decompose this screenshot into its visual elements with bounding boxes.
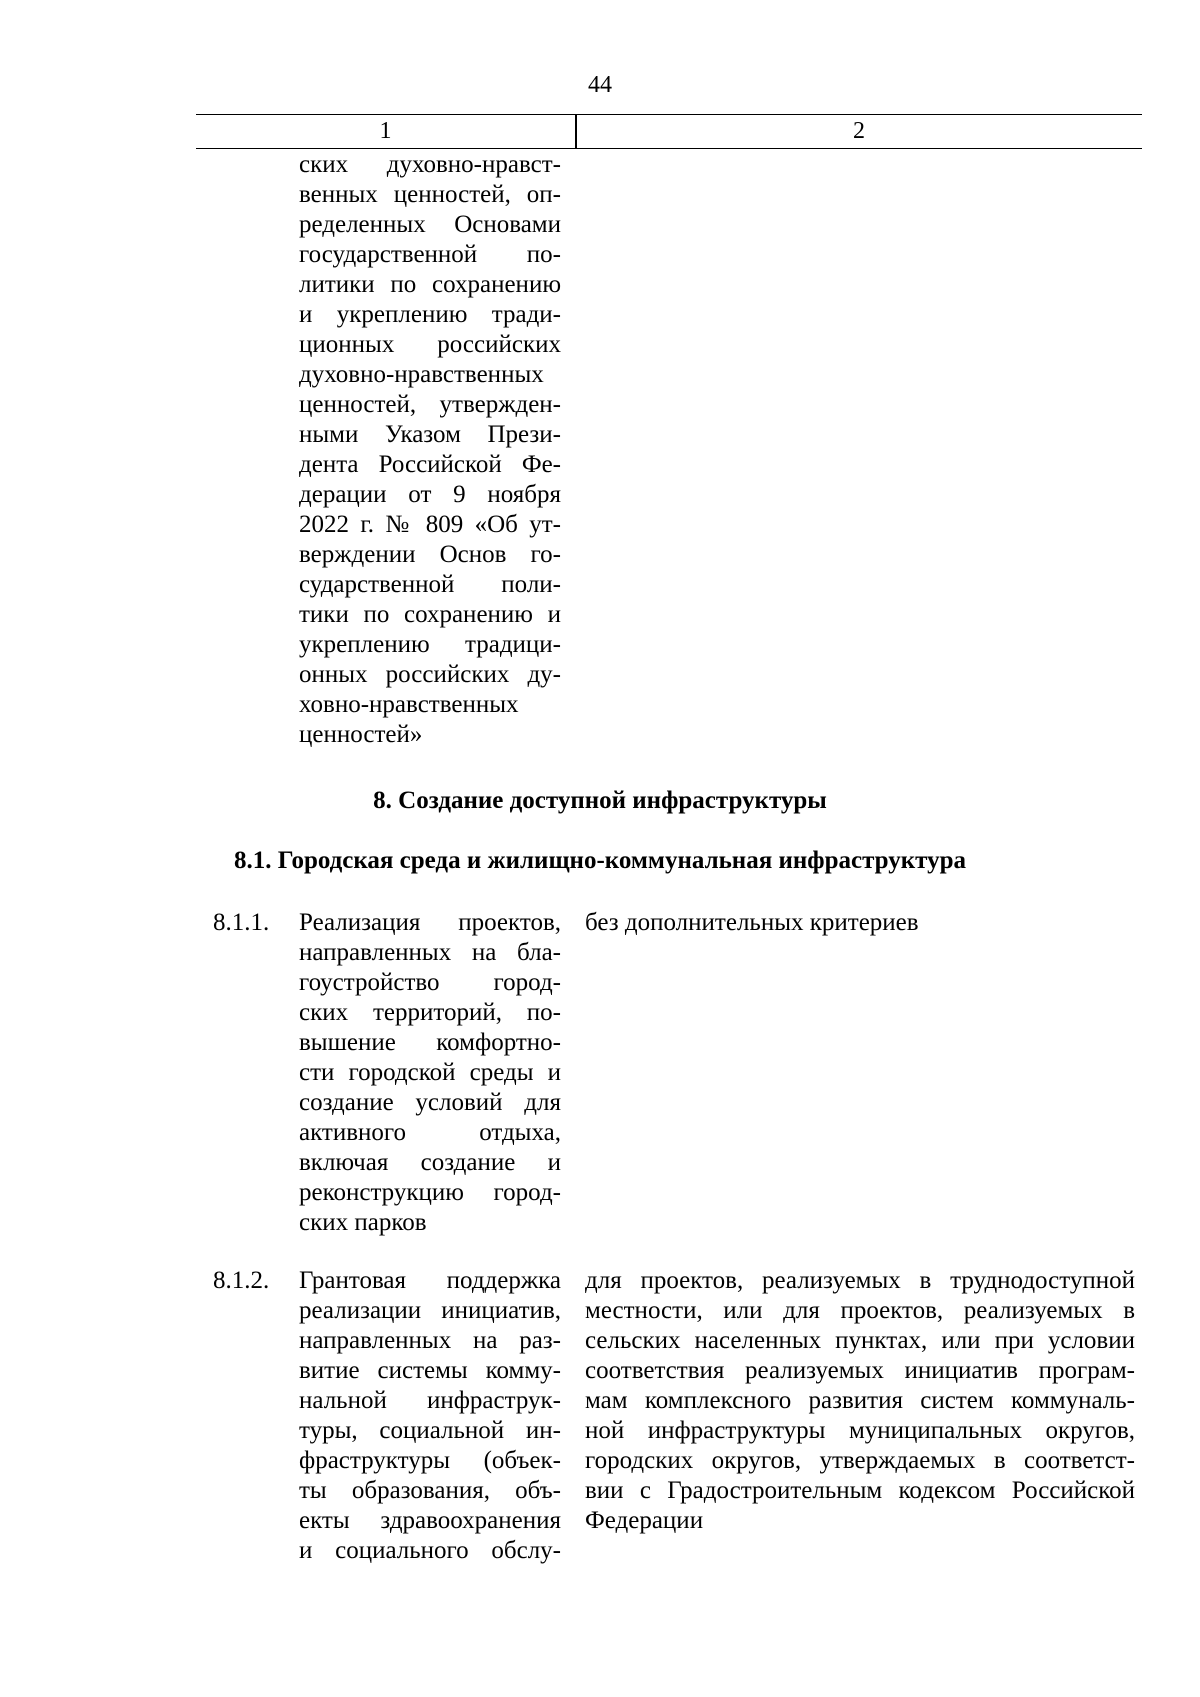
- text-line: сти городской среды и: [299, 1059, 561, 1086]
- text-line: реализации инициатив,: [299, 1297, 561, 1324]
- row-col2-text: [585, 1266, 1135, 1536]
- text-line: екты здравоохранения: [299, 1507, 561, 1534]
- text-line: ских территорий, по-: [299, 999, 561, 1026]
- text-line: и укреплению тради-: [299, 301, 561, 328]
- text-line: духовно-нравственных: [299, 361, 544, 388]
- text-line: укреплению традици-: [299, 631, 561, 658]
- text-line: ских духовно-нравст-: [299, 151, 561, 178]
- text-line: нальной инфраструк-: [299, 1387, 561, 1414]
- text-line: ными Указом Прези-: [299, 421, 561, 448]
- section-heading: 8. Создание доступной инфраструктуры: [373, 787, 827, 814]
- text-line: сельских населенных пунктах, или при условии: [585, 1327, 1135, 1354]
- text-line: Федерации: [585, 1507, 704, 1534]
- text-line: тики по сохранению и: [299, 601, 561, 628]
- text-line: Грантовая поддержка: [299, 1267, 561, 1294]
- text-line: ценностей»: [299, 721, 423, 748]
- text-line: верждении Основ го-: [299, 541, 561, 568]
- text-line: без дополнительных критериев: [585, 909, 919, 936]
- row-number: 8.1.2.: [213, 1267, 270, 1294]
- text-line: венных ценностей, оп-: [299, 181, 561, 208]
- text-line: литики по сохранению: [299, 271, 561, 298]
- text-line: направленных на раз-: [299, 1327, 561, 1354]
- text-line: государственной по-: [299, 241, 561, 268]
- text-line: для проектов, реализуемых в труднодоступной: [585, 1267, 1135, 1294]
- text-line: соответствия реализуемых инициатив програм-: [585, 1357, 1135, 1384]
- text-line: дерации от 9 ноября: [299, 481, 561, 508]
- text-line: и социального обслу-: [299, 1537, 561, 1564]
- row-col1-text: [299, 1266, 561, 1566]
- text-line: ределенных Основами: [299, 211, 561, 238]
- table-header-col-2: 2: [853, 118, 865, 144]
- text-line: ты образования, объ-: [299, 1477, 561, 1504]
- text-line: онных российских ду-: [299, 661, 561, 688]
- text-line: сударственной поли-: [299, 571, 561, 598]
- text-line: 2022 г. № 809 «Об ут-: [299, 511, 561, 538]
- continuation-text: [299, 150, 561, 750]
- row-col1-text: [299, 908, 561, 1238]
- text-line: местности, или для проектов, реализуемых в: [585, 1297, 1135, 1324]
- text-line: витие системы комму-: [299, 1357, 561, 1384]
- text-line: ховно-нравственных: [299, 691, 519, 718]
- text-line: мам комплексного развития систем коммуналь-: [585, 1387, 1135, 1414]
- text-line: фраструктуры (объек-: [299, 1447, 561, 1474]
- text-line: включая создание и: [299, 1149, 561, 1176]
- table-header-col-1: 1: [379, 118, 392, 144]
- text-line: ских парков: [299, 1209, 427, 1236]
- text-line: гоустройство город-: [299, 969, 561, 996]
- text-line: создание условий для: [299, 1089, 561, 1116]
- subsection-heading: 8.1. Городская среда и жилищно-коммунальная инфраструктура: [233, 847, 967, 874]
- text-line: вышение комфортно-: [299, 1029, 561, 1056]
- text-line: ной инфраструктуры муниципальных округов,: [585, 1417, 1135, 1444]
- page-number: 44: [588, 72, 612, 98]
- table-header: [196, 114, 1142, 149]
- text-line: направленных на бла-: [299, 939, 561, 966]
- text-line: дента Российской Фе-: [299, 451, 561, 478]
- text-line: туры, социальной ин-: [299, 1417, 561, 1444]
- text-line: ценностей, утвержден-: [299, 391, 561, 418]
- text-line: вии с Градостроительным кодексом Российской: [585, 1477, 1135, 1504]
- text-line: Реализация проектов,: [299, 909, 561, 936]
- text-line: реконструкцию город-: [299, 1179, 561, 1206]
- row-col2-text: [585, 908, 1135, 938]
- text-line: активного отдыха,: [299, 1119, 561, 1146]
- row-number: 8.1.1.: [213, 909, 270, 936]
- text-line: городских округов, утверждаемых в соответст-: [585, 1447, 1135, 1474]
- text-line: ционных российских: [299, 331, 561, 358]
